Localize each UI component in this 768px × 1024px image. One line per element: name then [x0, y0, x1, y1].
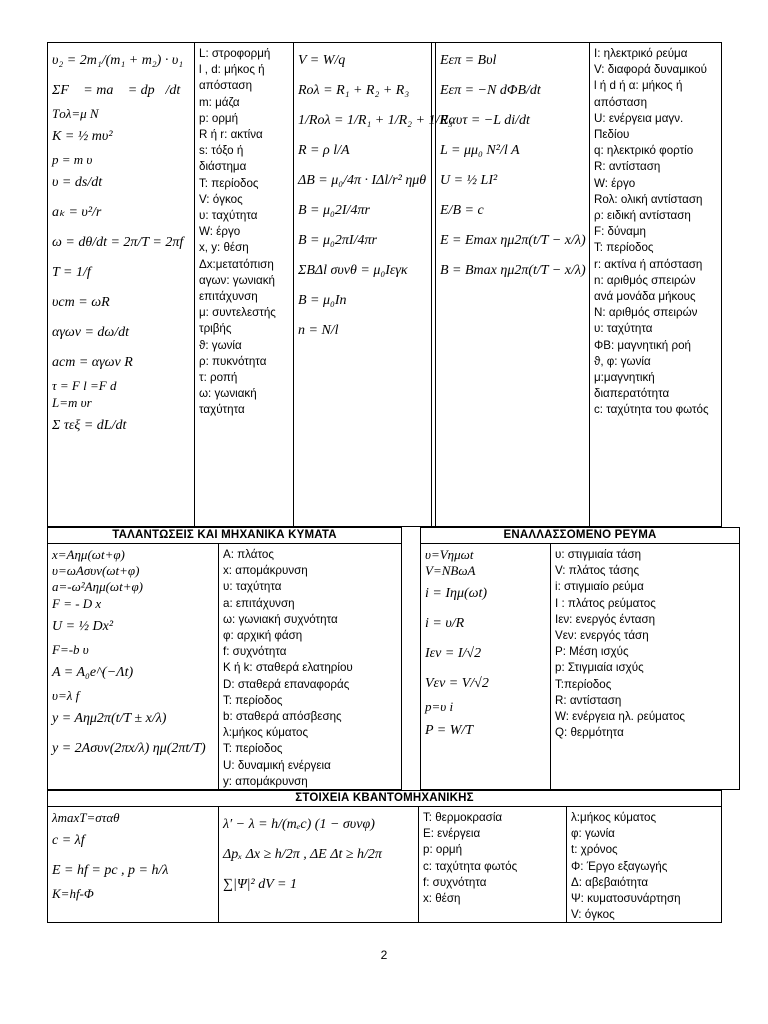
formula-line: K = ½ mυ² — [52, 129, 113, 145]
formula-line: acm = αγων R — [52, 355, 133, 371]
quantum-formulas-2 — [219, 808, 418, 922]
formula-line: x: απομάκρυνση — [223, 564, 308, 578]
formula-line: t: χρόνος — [571, 843, 618, 857]
formula-line: I: ηλεκτρικό ρεύμα — [594, 47, 688, 60]
alternating-current-title: ΕΝΑΛΛΑΣΣΟΜΕΝΟ ΡΕΥΜΑ — [503, 529, 657, 541]
formula-line: μ:μαγνητική διαπερατότητα — [594, 371, 670, 401]
formula-line: s: τόξο ή διάστημα — [199, 144, 247, 174]
formula-line: V: πλάτος τάσης — [555, 564, 640, 578]
oscillation-definitions — [219, 545, 401, 789]
formula-line: V: όγκος — [571, 908, 615, 922]
electromagnetism-definitions — [590, 44, 721, 526]
formula-line: c = λf — [52, 833, 85, 849]
formula-line: U = ½ LI² — [440, 173, 498, 188]
section-header-divider — [47, 543, 402, 544]
section-header-divider — [47, 806, 722, 807]
formula-line: x: θέση — [423, 892, 461, 906]
formula-line: p: ορμή — [199, 111, 239, 125]
formula-line: B = μ₀2πI/4πr — [298, 233, 377, 248]
formula-line: W: ενέργεια ηλ. ρεύματος — [555, 710, 685, 724]
formula-line: P = W/T — [425, 722, 474, 738]
formula-line: ω: γωνιακή ταχύτητα — [199, 387, 257, 417]
formula-line: F=-b υ — [52, 641, 89, 657]
formula-line: T: περίοδος — [594, 241, 654, 255]
formula-line: ω: γωνιακή συχνότητα — [223, 612, 338, 626]
formula-line: T = 1/f — [52, 265, 91, 281]
formula-line: ΦB: μαγνητική ροή — [594, 338, 691, 352]
formula-line: υ: ταχύτητα — [199, 209, 258, 223]
formula-line: 1/Rολ = 1/R₁ + 1/R₂ + 1/R₃ — [298, 113, 453, 128]
formula-line: λ′ − λ = h/(mₑc) (1 − συνφ) — [223, 817, 375, 832]
oscillations-title: ΤΑΛΑΝΤΩΣΕΙΣ ΚΑΙ ΜΗΧΑΝΙΚΑ ΚΥΜΑΤΑ — [112, 529, 337, 541]
formula-line: P: Μέση ισχύς — [555, 645, 629, 659]
formula-line: R: αντίσταση — [594, 160, 661, 174]
formula-line: T:περίοδος — [555, 677, 612, 691]
formula-line: υ=ωAσυν(ωt+φ) — [52, 563, 140, 579]
formula-line: υ: ταχύτητα — [223, 580, 282, 594]
formula-line: K ή k: σταθερά ελατηρίου — [223, 661, 353, 675]
formula-line: A = A₀e^(−Λt) — [52, 665, 134, 681]
induction-formulas — [436, 44, 589, 526]
formula-line: Q: θερμότητα — [555, 726, 624, 740]
formula-line: Iεν: ενεργός ένταση — [555, 612, 656, 626]
formula-line: Eαυτ = −L di/dt — [440, 113, 530, 128]
formula-line: U: δυναμική ενέργεια — [223, 758, 331, 772]
formula-line: Δpₓ Δx ≥ h/2π , ΔE Δt ≥ h/2π — [223, 847, 382, 862]
section-header-divider — [420, 543, 740, 544]
formula-line: a=-ω²Aημ(ωt+φ) — [52, 579, 144, 595]
formula-line: Ψ: κυματοσυνάρτηση — [571, 892, 681, 906]
formula-line: Vεν: ενεργός τάση — [555, 629, 649, 643]
formula-line: Eεπ = −N dΦB/dt — [440, 83, 541, 98]
formula-line: υ=λ f — [52, 688, 80, 704]
formula-line: U: ενέργεια μαγν. Πεδίου — [594, 111, 684, 142]
formula-line: i: στιγμιαίο ρεύμα — [555, 580, 644, 594]
formula-line: Tολ=μ N — [52, 106, 99, 121]
formula-line: ϑ: γωνία — [199, 338, 242, 352]
formula-line: l ή d ή α: μήκος ή απόσταση — [594, 79, 683, 109]
formula-line: E: ενέργεια — [423, 827, 481, 841]
formula-line: Iεν = I/√2 — [425, 646, 482, 662]
formula-line: Δ: αβεβαιότητα — [571, 875, 649, 889]
formula-line: N: αριθμός σπειρών — [594, 306, 698, 320]
formula-line: λmaxT=σταθ — [52, 810, 120, 825]
formula-line: υ₂ = 2m₁/(m₁ + m₂) · υ₁ — [52, 53, 184, 68]
formula-line: m: μάζα — [199, 95, 240, 109]
formula-line: p: Στιγμιαία ισχύς — [555, 661, 644, 675]
formula-line: ϑ, φ: γωνία — [594, 354, 651, 368]
ac-definitions — [551, 545, 739, 789]
formula-line: y = 2Aσυν(2πx/λ) ημ(2πt/T) — [52, 741, 206, 757]
formula-line: i = υ/R — [425, 616, 465, 632]
formula-line: τ: ροπή — [199, 371, 238, 385]
formula-line: W: έργο — [594, 176, 636, 190]
formula-line: F = - D x — [52, 595, 102, 611]
formula-line: Σ τεξ = dL/dt — [52, 417, 127, 433]
formula-line: E/B = c — [440, 203, 484, 218]
formula-line: L: στροφορμή — [199, 47, 271, 60]
formula-line: Φ: Έργο εξαγωγής — [571, 859, 668, 873]
mechanics-definitions — [195, 44, 293, 526]
formula-line: ΣF⃗ = ma⃗ = dp⃗/dt — [52, 83, 181, 98]
formula-line: D: σταθερά επαναφοράς — [223, 677, 350, 691]
formula-line: W: έργο — [199, 225, 241, 239]
formula-line: I : πλάτος ρεύματος — [555, 596, 656, 610]
formula-line: τ = F l =F d — [52, 378, 117, 394]
formula-line: υ=Vημωt — [425, 547, 474, 562]
formula-line: q: ηλεκτρικό φορτίο — [594, 144, 694, 158]
formula-line: αγων = dω/dt — [52, 325, 130, 341]
formula-line: c: ταχύτητα φωτός — [423, 859, 518, 873]
formula-line: R = ρ l/A — [298, 143, 350, 158]
formula-line: E = hf = pc , p = h/λ — [52, 863, 169, 879]
formula-line: K=hf-Φ — [52, 886, 94, 902]
formula-line: f: συχνότητα — [223, 645, 287, 659]
formula-line: c: ταχύτητα του φωτός — [594, 403, 709, 417]
formula-line: B = μ₀In — [298, 293, 347, 308]
oscillation-formulas — [48, 545, 218, 789]
formula-line: T: θερμοκρασία — [423, 811, 503, 824]
formula-line: n: αριθμός σπειρών ανά μονάδα μήκους — [594, 273, 696, 304]
formula-line: aₖ = υ²/r — [52, 205, 102, 221]
formula-line: R ή r: ακτίνα — [199, 128, 263, 142]
formula-line: i = Iημ(ωt) — [425, 586, 488, 602]
formula-line: b: σταθερά απόσβεσης — [223, 710, 342, 724]
formula-line: r: ακτίνα ή απόσταση — [594, 257, 703, 271]
quantum-definitions-1 — [419, 808, 566, 922]
formula-line: φ: γωνία — [571, 827, 615, 841]
formula-line: n = N/l — [298, 323, 339, 338]
electricity-formulas — [294, 44, 453, 526]
quantum-formulas-1 — [48, 808, 218, 922]
formula-line: f: συχνότητα — [423, 875, 487, 889]
formula-line: x=Aημ(ωt+φ) — [52, 547, 125, 562]
formula-line: υ: στιγμιαία τάση — [555, 548, 642, 561]
formula-line: U = ½ Dx² — [52, 618, 114, 634]
formula-line: B = Bmax ημ2π(t/T − x/λ) — [440, 263, 586, 278]
formula-line: p=υ i — [425, 699, 454, 715]
quantum-definitions-2 — [567, 808, 721, 922]
formula-line: ∑|Ψ|² dV = 1 — [223, 877, 297, 892]
formula-line: Eεπ = Bυl — [440, 53, 497, 68]
ac-formulas — [421, 545, 550, 789]
formula-line: B = μ₀2I/4πr — [298, 203, 370, 218]
formula-line: υ: ταχύτητα — [594, 322, 653, 336]
formula-line: V: διαφορά δυναμικού — [594, 63, 707, 77]
formula-line: l , d: μήκος ή απόσταση — [199, 63, 265, 93]
formula-line: x, y: θέση — [199, 241, 249, 255]
mechanics-formulas — [48, 44, 194, 526]
formula-line: Δx:μετατόπιση — [199, 257, 274, 271]
formula-line: E = Emax ημ2π(t/T − x/λ) — [440, 233, 586, 248]
formula-line: L = μμ₀ N²/l A — [440, 143, 520, 158]
formula-line: υcm = ωR — [52, 295, 110, 311]
formula-line: y = Aημ2π(t/T ± x/λ) — [52, 711, 167, 727]
formula-line: Rολ: ολική αντίσταση — [594, 192, 703, 206]
formula-line: F: δύναμη — [594, 225, 646, 239]
formula-line: αγων: γωνιακή επιτάχυνση — [199, 273, 275, 304]
formula-line: υ = ds/dt — [52, 175, 103, 191]
formula-line: Rολ = R₁ + R₂ + R₃ — [298, 83, 410, 98]
formula-line: ΣBΔl συνθ = μ₀Iεγκ — [298, 263, 408, 278]
formula-line: ω = dθ/dt = 2π/T = 2πf — [52, 235, 184, 251]
formula-line: V=NBωA — [425, 563, 476, 579]
formula-line: R: αντίσταση — [555, 693, 622, 707]
formula-line: ρ: πυκνότητα — [199, 354, 267, 368]
formula-line: μ: συντελεστής τριβής — [199, 306, 276, 336]
formula-line: φ: αρχική φάση — [223, 629, 303, 643]
formula-line: T: περίοδος — [223, 693, 283, 707]
formula-line: Vεν = V/√2 — [425, 676, 489, 692]
formula-line: T: περίοδος — [199, 176, 259, 190]
formula-line: λ:μήκος κύματος — [223, 726, 309, 740]
formula-line: T: περίοδος — [223, 742, 283, 756]
formula-line: L=m υr — [52, 394, 92, 410]
formula-line: V: όγκος — [199, 192, 243, 206]
formula-line: V = W/q — [298, 53, 346, 68]
formula-line: λ:μήκος κύματος — [571, 811, 657, 824]
formula-line: p: ορμή — [423, 843, 463, 857]
formula-line: y: απομάκρυνση — [223, 774, 308, 788]
formula-line: p = m υ — [52, 152, 93, 168]
formula-line: A: πλάτος — [223, 548, 274, 561]
page-number: 2 — [380, 948, 388, 962]
formula-line: ρ: ειδική αντίσταση — [594, 209, 691, 223]
formula-line: ΔB = μ₀/4π · IΔl/r² ημθ — [298, 173, 427, 188]
formula-line: a: επιτάχυνση — [223, 596, 295, 610]
quantum-title: ΣΤΟΙΧΕΙΑ ΚΒΑΝΤΟΜΗΧΑΝΙΚΗΣ — [295, 792, 474, 804]
